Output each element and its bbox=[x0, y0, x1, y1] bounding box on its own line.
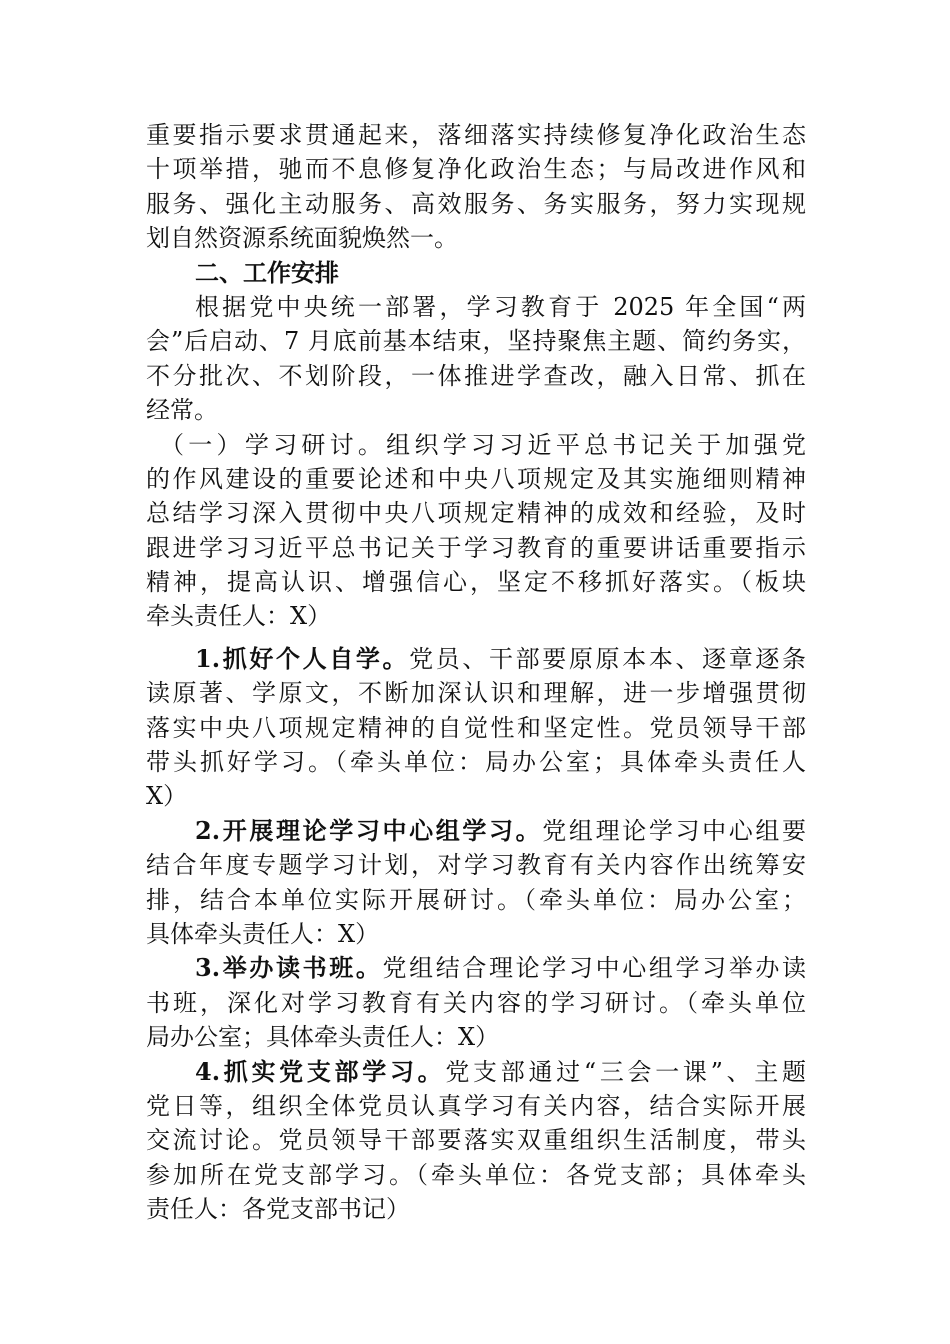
body-line: X） bbox=[146, 782, 188, 811]
body-line: 划自然资源系统面貌焕然一。 bbox=[146, 224, 458, 253]
item-title: 1.抓好个人自学。 bbox=[195, 643, 410, 673]
body-line: 总结学习深入贯彻中央八项规定精神的成效和经验，及时 bbox=[146, 499, 806, 528]
body-line: 的作风建设的重要论述和中央八项规定及其实施细则精神 bbox=[146, 464, 806, 493]
item-text: 党员、干部要原原本本、逐章逐条 bbox=[409, 644, 806, 673]
document-page bbox=[146, 118, 806, 1227]
body-line: 会”后启动、7 月底前基本结束，坚持聚焦主题、简约务实， bbox=[146, 327, 806, 356]
body-line: 牵头责任人：X） bbox=[146, 602, 332, 631]
subsection-line: （一）学习研讨。组织学习习近平总书记关于加强党 bbox=[160, 430, 806, 459]
body-line: 经常。 bbox=[146, 396, 218, 425]
item-1-line bbox=[146, 642, 806, 676]
body-line: 服务、强化主动服务、高效服务、务实服务，努力实现规 bbox=[146, 189, 806, 218]
body-line: 参加所在党支部学习。（牵头单位：各党支部；具体牵头 bbox=[146, 1160, 806, 1189]
body-line: 具体牵头责任人：X） bbox=[146, 919, 380, 948]
body-line: 落实中央八项规定精神的自觉性和坚定性。党员领导干部 bbox=[146, 713, 806, 742]
body-line: 排，结合本单位实际开展研讨。（牵头单位：局办公室； bbox=[146, 885, 806, 914]
item-4-line bbox=[146, 1055, 806, 1089]
item-3-line bbox=[146, 951, 806, 985]
body-line: 十项举措，驰而不息修复净化政治生态；与局改进作风和 bbox=[146, 155, 806, 184]
body-line: 带头抓好学习。（牵头单位：局办公室；具体牵头责任人 bbox=[146, 748, 806, 777]
body-line: 不分批次、不划阶段，一体推进学查改，融入日常、抓在 bbox=[146, 361, 806, 390]
item-text: 党支部通过“三会一课”、主题 bbox=[445, 1057, 806, 1086]
item-text: 党组结合理论学习中心组学习举办读 bbox=[382, 954, 807, 983]
body-line: 跟进学习习近平总书记关于学习教育的重要讲话重要指示 bbox=[146, 533, 806, 562]
body-line: 重要指示要求贯通起来，落细落实持续修复净化政治生态 bbox=[146, 121, 806, 149]
item-2-line bbox=[146, 814, 806, 848]
body-line: 局办公室；具体牵头责任人：X） bbox=[146, 1023, 500, 1052]
body-line: 交流讨论。党员领导干部要落实双重组织生活制度，带头 bbox=[146, 1126, 806, 1155]
body-line: 党日等，组织全体党员认真学习有关内容，结合实际开展 bbox=[146, 1091, 806, 1120]
item-title: 3.举办读书班。 bbox=[195, 953, 383, 983]
body-line: 责任人：各党支部书记） bbox=[146, 1195, 410, 1224]
body-line: 根据党中央统一部署，学习教育于 2025 年全国“两 bbox=[195, 292, 806, 321]
body-line: 读原著、学原文，不断加深认识和理解，进一步增强贯彻 bbox=[146, 679, 806, 708]
body-line: 结合年度专题学习计划，对学习教育有关内容作出统筹安 bbox=[146, 851, 806, 880]
section-heading: 二、工作安排 bbox=[195, 257, 339, 287]
item-text: 党组理论学习中心组要 bbox=[542, 816, 806, 845]
body-line: 精神，提高认识、增强信心，坚定不移抓好落实。（板块 bbox=[146, 568, 806, 597]
body-line: 书班，深化对学习教育有关内容的学习研讨。（牵头单位 bbox=[146, 988, 806, 1017]
item-title: 4.抓实党支部学习。 bbox=[195, 1056, 446, 1086]
item-title: 2.开展理论学习中心组学习。 bbox=[195, 815, 543, 845]
